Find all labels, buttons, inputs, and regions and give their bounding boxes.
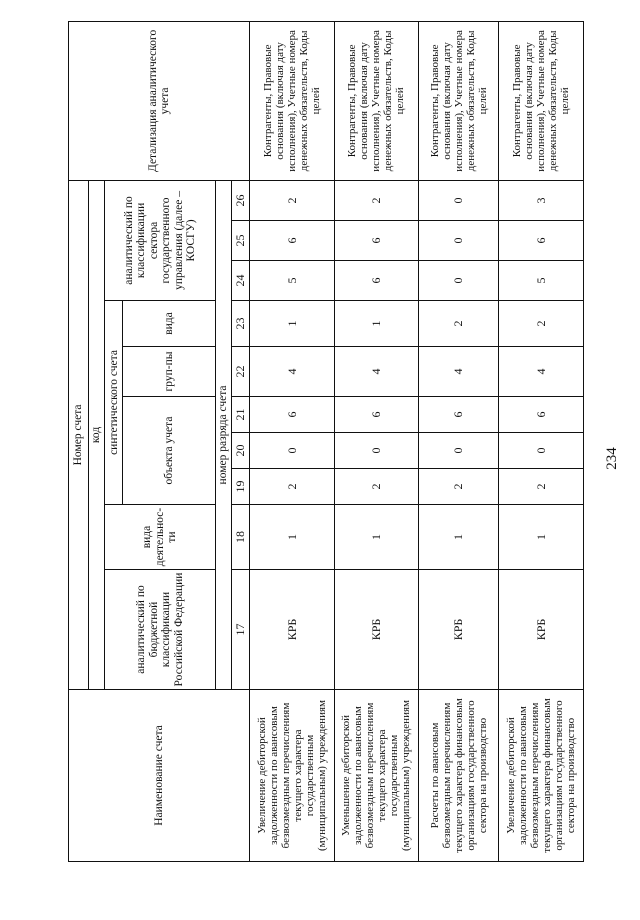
code-cell: 0 xyxy=(499,433,584,469)
code-cell: 6 xyxy=(334,397,418,433)
code-cell: 0 xyxy=(334,433,418,469)
column-number: 25 xyxy=(231,221,249,261)
column-number: 18 xyxy=(231,505,249,570)
code-cell: 2 xyxy=(418,469,498,505)
code-cell: 1 xyxy=(250,505,334,570)
header-analytics-detail: Детализация аналитического учета xyxy=(69,21,250,180)
table-row xyxy=(250,21,334,861)
analytics-detail-cell: Контрагенты, Правовые основания (включая дату исполнения), Учетные номера денежных обязательств, Коды целей xyxy=(418,21,498,180)
code-cell: 2 xyxy=(334,180,418,220)
code-cell: 4 xyxy=(334,347,418,397)
code-cell: 4 xyxy=(499,347,584,397)
code-cell: 0 xyxy=(418,180,498,220)
code-cell: 0 xyxy=(418,433,498,469)
code-cell: КРБ xyxy=(334,570,418,690)
account-table-container xyxy=(68,22,584,862)
code-cell: 6 xyxy=(499,221,584,261)
code-cell: 6 xyxy=(250,397,334,433)
header-group: груп-пы xyxy=(123,347,216,397)
header-account-number: Номер счета xyxy=(69,180,89,689)
account-table xyxy=(68,21,584,862)
header-accounting-object: объекта учета xyxy=(123,397,216,505)
account-name-cell: Увеличение дебиторской задолженности по авансовым безвозмездным перечислениям текущего характера финансовым организациям государственного сектора на производство xyxy=(499,690,584,862)
header-kind: вида xyxy=(123,301,216,347)
code-cell: 3 xyxy=(499,180,584,220)
column-number: 17 xyxy=(231,570,249,690)
code-cell: 6 xyxy=(334,261,418,301)
account-name-cell: Уменьшение дебиторской задолженности по авансовым безвозмездным перечислениям текущего характера государственным (муниципальным) учреждениям xyxy=(334,690,418,862)
column-number: 26 xyxy=(231,180,249,220)
header-synthetic-account: синтетического счета xyxy=(105,301,123,505)
code-cell: 2 xyxy=(499,301,584,347)
account-name-cell: Расчеты по авансовым безвозмездным перечислениям текущего характера финансовым организациям государственного сектора на производство xyxy=(418,690,498,862)
table-row xyxy=(499,21,584,861)
code-cell: 6 xyxy=(418,397,498,433)
table-row xyxy=(418,21,498,861)
header-activity-type: вида деятельнос-ти xyxy=(105,505,216,570)
header-budget-classification: аналитический по бюджетной классификации Российской Федерации xyxy=(105,570,216,690)
header-code: код xyxy=(89,180,105,689)
code-cell: 6 xyxy=(499,397,584,433)
code-cell: 2 xyxy=(250,180,334,220)
analytics-detail-cell: Контрагенты, Правовые основания (включая дату исполнения), Учетные номера денежных обязательств, Коды целей xyxy=(250,21,334,180)
header-digit-number: номер разряда счета xyxy=(215,180,231,689)
code-cell: 0 xyxy=(418,221,498,261)
column-number: 21 xyxy=(231,397,249,433)
code-cell: КРБ xyxy=(499,570,584,690)
code-cell: КРБ xyxy=(418,570,498,690)
code-cell: 2 xyxy=(418,301,498,347)
page-number-text: 234 xyxy=(603,446,620,470)
table-row xyxy=(334,21,418,861)
code-cell: 4 xyxy=(250,347,334,397)
code-cell: 6 xyxy=(250,221,334,261)
header-kosgu: аналитический по классификации сектора государственного управления (далее – КОСГУ) xyxy=(105,180,216,300)
code-cell: 2 xyxy=(499,469,584,505)
analytics-detail-cell: Контрагенты, Правовые основания (включая дату исполнения), Учетные номера денежных обязательств, Коды целей xyxy=(334,21,418,180)
column-number: 22 xyxy=(231,347,249,397)
code-cell: 5 xyxy=(499,261,584,301)
code-cell: 2 xyxy=(250,469,334,505)
code-cell: КРБ xyxy=(250,570,334,690)
column-number: 23 xyxy=(231,301,249,347)
column-number: 19 xyxy=(231,469,249,505)
code-cell: 1 xyxy=(418,505,498,570)
code-cell: 0 xyxy=(250,433,334,469)
header-account-name: Наименование счета xyxy=(69,690,250,862)
column-number: 24 xyxy=(231,261,249,301)
analytics-detail-cell: Контрагенты, Правовые основания (включая дату исполнения), Учетные номера денежных обязательств, Коды целей xyxy=(499,21,584,180)
code-cell: 4 xyxy=(418,347,498,397)
account-name-cell: Увеличение дебиторской задолженности по авансовым безвозмездным перечислениям текущего характера государственным (муниципальным) учреждениям xyxy=(250,690,334,862)
code-cell: 0 xyxy=(418,261,498,301)
code-cell: 1 xyxy=(250,301,334,347)
code-cell: 6 xyxy=(334,221,418,261)
code-cell: 1 xyxy=(334,505,418,570)
code-cell: 1 xyxy=(334,301,418,347)
column-number: 20 xyxy=(231,433,249,469)
page-number xyxy=(600,443,624,473)
code-cell: 5 xyxy=(250,261,334,301)
code-cell: 2 xyxy=(334,469,418,505)
code-cell: 1 xyxy=(499,505,584,570)
